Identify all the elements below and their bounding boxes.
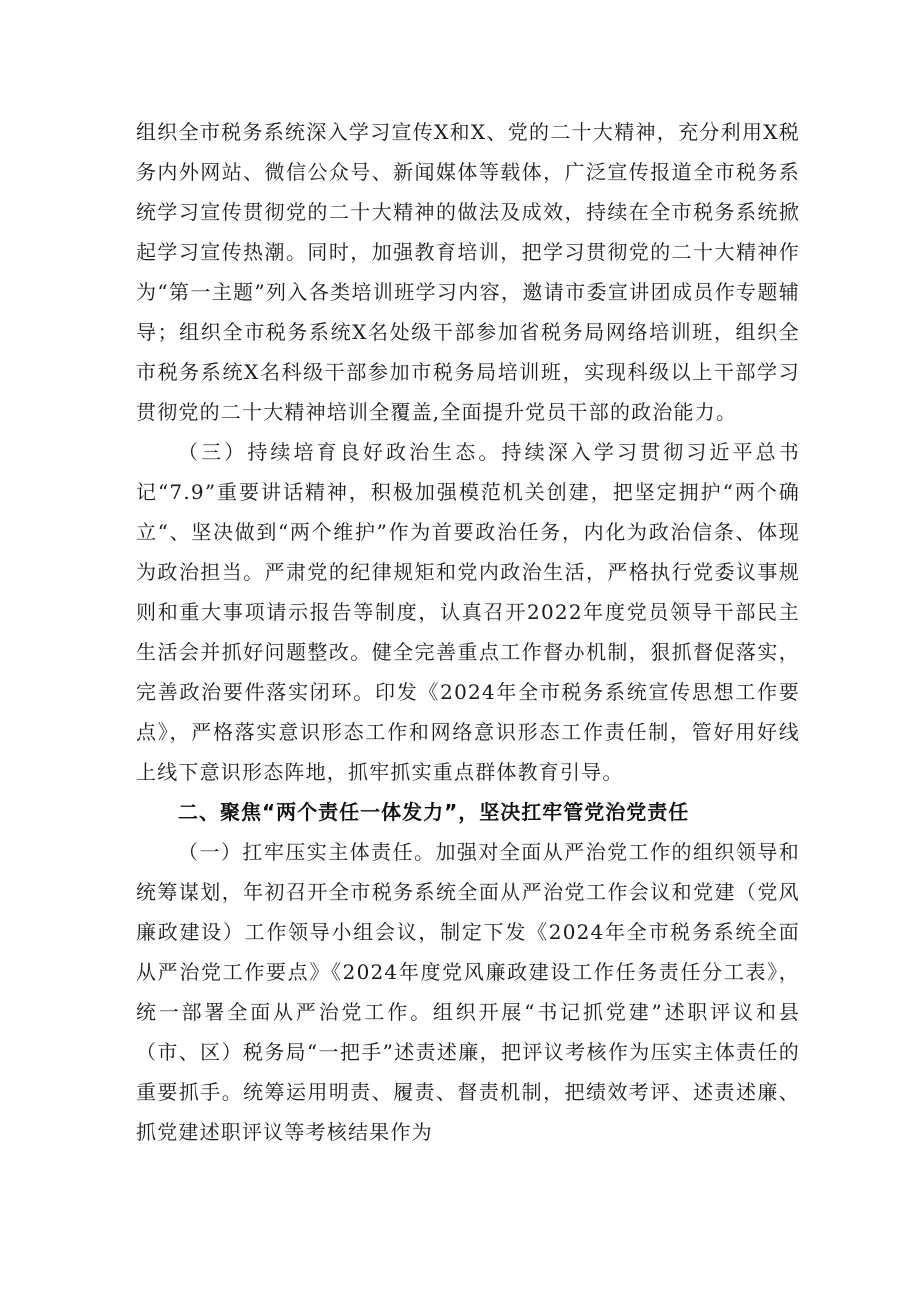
section-heading-two: 二、聚焦“两个责任一体发力”，坚决扛牢管党治党责任 (178, 800, 690, 824)
body-paragraph-propaganda: 组织全市税务系统深入学习宣传X和X、党的二十大精神，充分利用X税务内外网站、微信公众号、新闻媒体等载体，广泛宣传报道全市税务系统学习宣传贯彻党的二十大精神的做法及成效，持续在全市税务系统掀起学习宣传热潮。同时，加强教育培训，把学习贯彻党的二十大精神作为“第一主题”列入各类培训班学习内容，邀请市委宣讲团成员作专题辅导；组织全市税务系统X名处级干部参加省税务局网络培训班，组织全市税务系统X名科级干部参加市税务局培训班，实现科级以上干部学习贯彻党的二十大精神培训全覆盖,全面提升党员干部的政治能力。 (136, 120, 800, 424)
document-body (136, 112, 800, 1152)
body-paragraph-main-responsibility: （一）扛牢压实主体责任。加强对全面从严治党工作的组织领导和统筹谋划，年初召开全市税务系统全面从严治党工作会议和党建（党风廉政建设）工作领导小组会议，制定下发《2024年全市税务系统全面从严治党工作要点》《2024年度党风廉政建设工作任务责任分工表》，统一部署全面从严治党工作。组织开展“书记抓党建”述职评议和县（市、区）税务局“一把手”述责述廉，把评议考核作为压实主体责任的重要抓手。统筹运用明责、履责、督责机制，把绩效考评、述责述廉、抓党建述职评议等考核结果作为 (136, 840, 800, 1144)
body-paragraph-political-ecology: （三）持续培育良好政治生态。持续深入学习贯彻习近平总书记“7.9”重要讲话精神，积极加强模范机关创建，把坚定拥护“两个确立“、坚决做到“两个维护”作为首要政治任务，内化为政治信条、体现为政治担当。严肃党的纪律规矩和党内政治生活，严格执行党委议事规则和重大事项请示报告等制度，认真召开2022年度党员领导干部民主生活会并抓好问题整改。健全完善重点工作督办机制，狠抓督促落实，完善政治要件落实闭环。印发《2024年全市税务系统宣传思想工作要点》，严格落实意识形态工作和网络意识形态工作责任制，管好用好线上线下意识形态阵地，抓牢抓实重点群体教育引导。 (136, 440, 800, 784)
